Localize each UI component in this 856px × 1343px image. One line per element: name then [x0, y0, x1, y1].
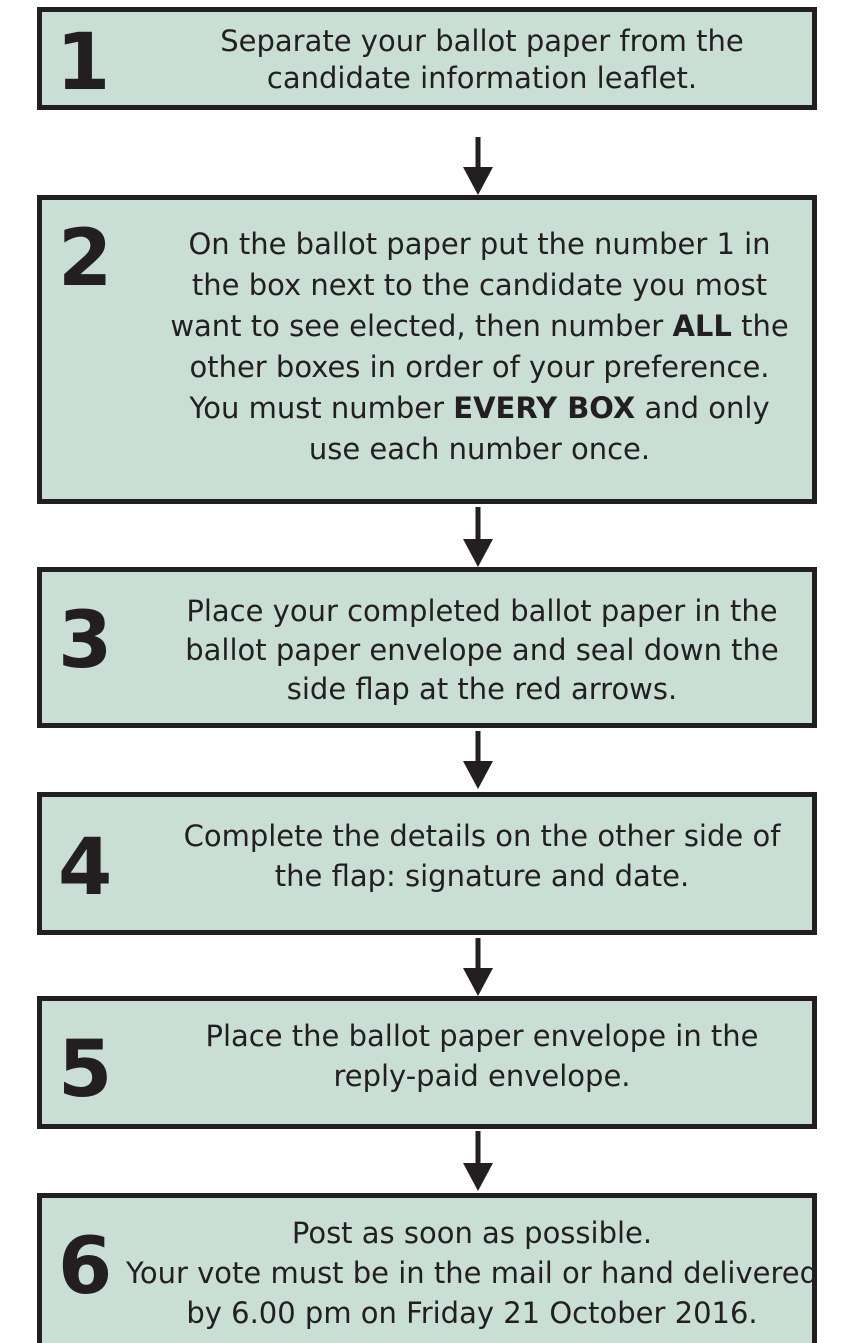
step-5-line-2: reply-paid envelope. — [333, 1059, 631, 1093]
step-1-line-1: Separate your ballot paper from the — [220, 24, 744, 58]
step-2-emphasis-every-box: EVERY BOX — [453, 391, 636, 425]
step-2-line-5-c: and only — [635, 391, 770, 425]
step-2-text — [152, 224, 807, 470]
step-5-box — [37, 996, 817, 1129]
step-6-line-2: Your vote must be in the mail or hand delivered — [125, 1256, 819, 1290]
step-6-text — [122, 1213, 822, 1333]
step-2-line-5 — [152, 388, 807, 429]
step-2-box — [37, 195, 817, 504]
step-2-line-3-a: want to see elected, then number — [170, 309, 673, 343]
step-2-number: 2 — [58, 214, 113, 304]
step-2-line-3-c: the — [731, 309, 789, 343]
step-3-number: 3 — [58, 596, 113, 686]
step-3-text — [152, 592, 812, 709]
step-6-number: 6 — [58, 1222, 113, 1312]
down-arrow-icon — [463, 1131, 493, 1191]
step-4-number: 4 — [58, 823, 113, 913]
step-3-line-3: side flap at the red arrows. — [286, 672, 678, 706]
step-4-text — [152, 816, 812, 896]
step-2-line-1: On the ballot paper put the number 1 in — [188, 227, 771, 261]
step-6-box — [37, 1193, 817, 1343]
step-2-line-6: use each number once. — [308, 432, 651, 466]
step-1-text — [162, 23, 802, 97]
step-1-box — [37, 7, 817, 110]
step-2-line-3 — [152, 306, 807, 347]
step-1-line-2: candidate information leaflet. — [266, 61, 698, 95]
step-1-number: 1 — [56, 18, 111, 108]
step-4-box — [37, 792, 817, 935]
step-4-line-1: Complete the details on the other side of — [183, 819, 781, 853]
step-2-line-2: the box next to the candidate you most — [191, 268, 768, 302]
step-3-line-2: ballot paper envelope and seal down the — [185, 633, 779, 667]
down-arrow-icon — [463, 731, 493, 789]
down-arrow-icon — [463, 507, 493, 567]
step-2-line-4: other boxes in order of your preference. — [189, 350, 770, 384]
step-5-text — [152, 1016, 812, 1096]
step-5-line-1: Place the ballot paper envelope in the — [205, 1019, 759, 1053]
step-4-line-2: the flap: signature and date. — [274, 859, 690, 893]
step-6-line-3: by 6.00 pm on Friday 21 October 2016. — [186, 1296, 758, 1330]
down-arrow-icon — [463, 938, 493, 996]
step-2-line-5-a: You must number — [189, 391, 454, 425]
step-2-emphasis-all: ALL — [672, 309, 732, 343]
step-3-box — [37, 567, 817, 728]
down-arrow-icon — [463, 137, 493, 195]
step-5-number: 5 — [58, 1025, 113, 1115]
step-3-line-1: Place your completed ballot paper in the — [186, 594, 778, 628]
step-6-line-1: Post as soon as possible. — [291, 1216, 653, 1250]
